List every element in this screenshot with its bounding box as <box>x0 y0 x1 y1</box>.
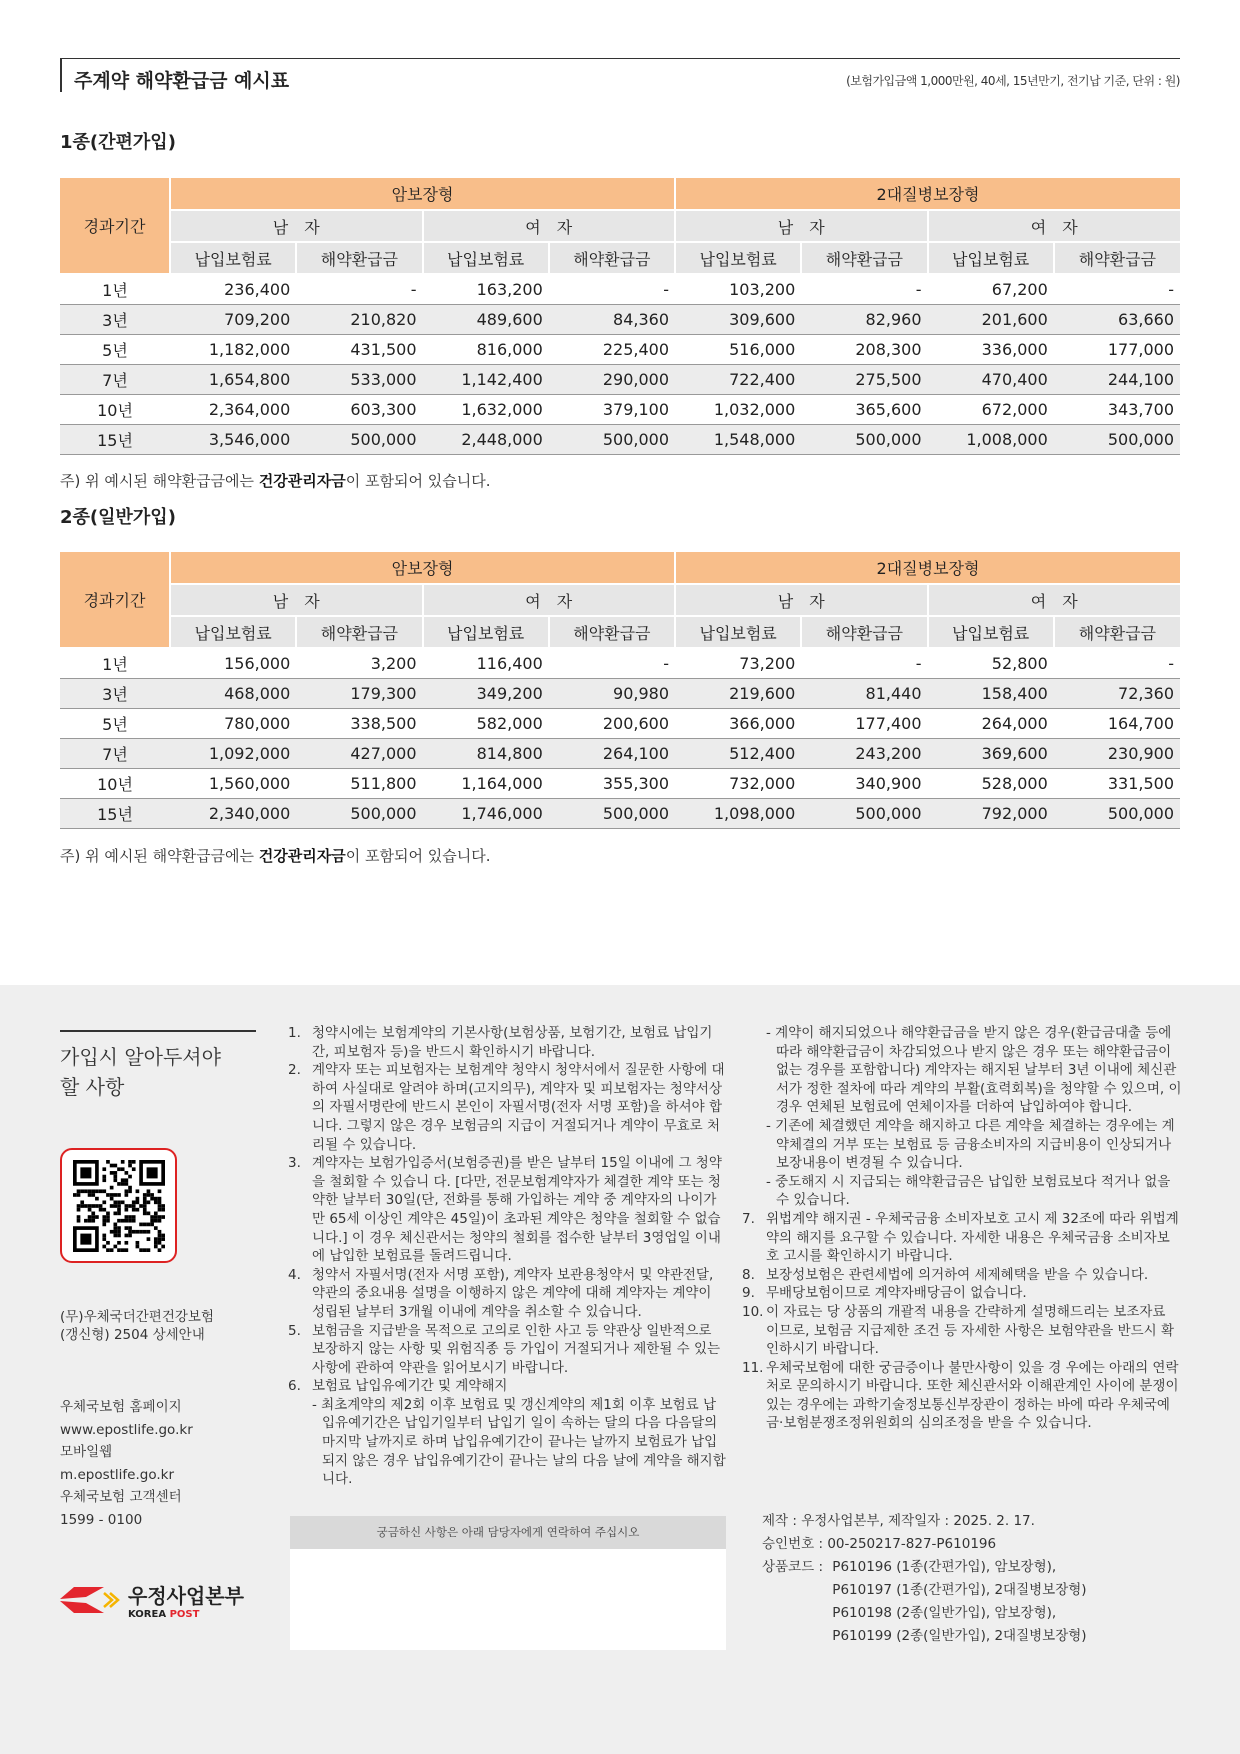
refund-table <box>60 552 1180 829</box>
value-cell: 792,000 <box>928 798 1054 828</box>
notice-text: 보험금을 지급받을 목적으로 고의로 인한 사고 등 약관상 일반적으로 보장하지 않는 사항 및 위험직종 등 가입이 거절되거나 제한될 수 있는 사항에 관하여 약관을 읽어보시기 바랍니다. <box>312 1322 721 1376</box>
contact-line[interactable]: www.epostlife.go.kr <box>60 1421 193 1438</box>
period-cell: 10년 <box>60 394 170 424</box>
period-cell: 15년 <box>60 798 170 828</box>
value-cell: 230,900 <box>1054 738 1180 768</box>
value-cell: 243,200 <box>801 738 927 768</box>
contact-info <box>60 1396 193 1531</box>
value-cell: 2,340,000 <box>170 798 296 828</box>
notice-item <box>742 1303 1182 1359</box>
table-row <box>60 334 1180 364</box>
period-cell: 7년 <box>60 738 170 768</box>
value-cell: 732,000 <box>675 768 801 798</box>
period-cell: 3년 <box>60 678 170 708</box>
value-cell: 177,000 <box>1054 334 1180 364</box>
contact-line[interactable]: m.epostlife.go.kr <box>60 1466 175 1483</box>
note-text: 이 포함되어 있습니다. <box>345 472 491 490</box>
value-cell: 1,092,000 <box>170 738 296 768</box>
value-cell: 1,182,000 <box>170 334 296 364</box>
qr-code[interactable] <box>60 1148 177 1263</box>
logo-korean: 우정사업본부 <box>128 1584 244 1608</box>
notice-number: 8. <box>742 1266 755 1283</box>
value-cell: 2,448,000 <box>423 424 549 454</box>
page-title: 주계약 해약환급금 예시표 <box>60 58 289 92</box>
value-cell: 82,960 <box>801 304 927 334</box>
two-disease-type-header: 2대질병보장형 <box>675 178 1180 210</box>
table-row <box>60 738 1180 768</box>
premium-header: 납입보험료 <box>423 242 549 274</box>
notice-item <box>288 1322 728 1378</box>
value-cell: 338,500 <box>296 708 422 738</box>
value-cell: 379,100 <box>549 394 675 424</box>
table-row <box>60 678 1180 708</box>
table-note <box>60 470 490 491</box>
contact-line: 모바일웹 <box>60 1444 113 1460</box>
note-text: 이 포함되어 있습니다. <box>345 847 491 865</box>
period-cell: 15년 <box>60 424 170 454</box>
male-header: 남 자 <box>170 584 423 616</box>
premium-header: 납입보험료 <box>170 616 296 648</box>
logo-post: POST <box>169 1609 200 1620</box>
product-code: P610196 (1종(간편가입), 암보장형), <box>832 1559 1057 1575</box>
value-cell: 201,600 <box>928 304 1054 334</box>
notice-item <box>742 1210 1182 1266</box>
value-cell: 500,000 <box>296 424 422 454</box>
female-header: 여 자 <box>423 210 676 242</box>
value-cell: 582,000 <box>423 708 549 738</box>
value-cell: 816,000 <box>423 334 549 364</box>
value-cell: 489,600 <box>423 304 549 334</box>
value-cell: 210,820 <box>296 304 422 334</box>
table-row <box>60 768 1180 798</box>
product-name-line1: (무)우체국더간편건강보험 <box>60 1309 214 1325</box>
value-cell: 3,546,000 <box>170 424 296 454</box>
note-bold: 건강관리자금 <box>258 472 346 490</box>
notice-number: 1. <box>288 1025 301 1041</box>
value-cell: 780,000 <box>170 708 296 738</box>
value-cell: 431,500 <box>296 334 422 364</box>
contact-line: 우체국보험 홈페이지 <box>60 1399 182 1415</box>
contact-line[interactable]: 1599 - 0100 <box>60 1511 143 1528</box>
value-cell: 349,200 <box>423 678 549 708</box>
product-codes <box>832 1556 1086 1648</box>
value-cell: 814,800 <box>423 738 549 768</box>
contact-box-label: 궁금하신 사항은 아래 담당자에게 연락하여 주십시오 <box>290 1516 726 1549</box>
notice-text: 청약시에는 보험계약의 기본사항(보험상품, 보험기간, 보험료 납입기간, 피보험자 등)을 반드시 확인하시기 바랍니다. <box>312 1025 713 1060</box>
value-cell: 511,800 <box>296 768 422 798</box>
two-disease-type-header: 2대질병보장형 <box>675 552 1180 584</box>
premium-header: 납입보험료 <box>928 616 1054 648</box>
notice-item <box>288 1154 728 1266</box>
production-value: 우정사업본부, 제작일자 : 2025. 2. 17. <box>801 1513 1035 1529</box>
female-header: 여 자 <box>928 584 1181 616</box>
contact-line: 우체국보험 고객센터 <box>60 1489 182 1505</box>
notice-item <box>742 1359 1182 1433</box>
value-cell: 179,300 <box>296 678 422 708</box>
refund-header: 해약환급금 <box>801 242 927 274</box>
value-cell: 72,360 <box>1054 678 1180 708</box>
value-cell: 427,000 <box>296 738 422 768</box>
value-cell: 208,300 <box>801 334 927 364</box>
notice-text: 청약서 자필서명(전자 서명 포함), 계약자 보관용청약서 및 약관전달, 약관의 중요내용 설명을 이행하지 않은 계약에 대해 계약자는 계약이 성립된 날부터 3개월 이내에 계약을 취소할 수 있습니다. <box>312 1266 714 1320</box>
qr-code-icon <box>73 1160 165 1252</box>
table-row <box>60 394 1180 424</box>
notice-number: 10. <box>742 1303 764 1320</box>
period-cell: 1년 <box>60 274 170 304</box>
period-cell: 10년 <box>60 768 170 798</box>
notice-list-right <box>742 1024 1182 1433</box>
footer-rule <box>60 1030 256 1032</box>
value-cell: 264,100 <box>549 738 675 768</box>
male-header: 남 자 <box>170 210 423 242</box>
logo-korea: KOREA <box>128 1609 167 1620</box>
value-cell: 1,098,000 <box>675 798 801 828</box>
period-cell: 3년 <box>60 304 170 334</box>
value-cell: - <box>1054 648 1180 678</box>
product-name <box>60 1308 214 1344</box>
value-cell: 290,000 <box>549 364 675 394</box>
table-row <box>60 708 1180 738</box>
table-row <box>60 274 1180 304</box>
value-cell: 1,560,000 <box>170 768 296 798</box>
value-cell: 709,200 <box>170 304 296 334</box>
period-cell: 5년 <box>60 334 170 364</box>
notice-text: 계약자 또는 피보험자는 보험계약 청약시 청약서에서 질문한 사항에 대하여 사실대로 알려야 하며(고지의무), 계약자 및 피보험자는 청약서상의 자필서명란에 반드시 본인이 자필서명(전자 서명 포함)을 하셔야 합니다. 그렇지 않은 경우 보험금의 지급이 거절되거나 계약이 무효로 처리될 수 있습니다. <box>312 1062 725 1153</box>
product-code: P610197 (1종(간편가입), 2대질병보장형) <box>832 1582 1087 1598</box>
value-cell: 365,600 <box>801 394 927 424</box>
premium-header: 납입보험료 <box>675 242 801 274</box>
notice-number: 9. <box>742 1285 755 1302</box>
value-cell: 84,360 <box>549 304 675 334</box>
value-cell: 528,000 <box>928 768 1054 798</box>
refund-header: 해약환급금 <box>801 616 927 648</box>
table-row <box>60 304 1180 334</box>
table-row <box>60 648 1180 678</box>
value-cell: 67,200 <box>928 274 1054 304</box>
notice-item <box>288 1061 728 1154</box>
korea-post-logo <box>60 1580 244 1620</box>
notice-item <box>288 1024 728 1061</box>
notice-subitem: - 최초계약의 제2회 이후 보험료 및 갱신계약의 제1회 이후 보험료 납입유예기간은 납입기일부터 납입기 일이 속하는 달의 다음 다음달의 마지막 날까지로 하며 납입유예기간이 끝나는 날까지 보험료가 납입되지 않은 경우 납입유예기간이 끝나는 날의 다음 날에 계약을 해지합니다. <box>312 1396 726 1488</box>
value-cell: - <box>801 274 927 304</box>
value-cell: 1,008,000 <box>928 424 1054 454</box>
value-cell: 1,142,400 <box>423 364 549 394</box>
notice-text: 무배당보험이므로 계약자배당금이 없습니다. <box>766 1285 1027 1302</box>
footer-title <box>60 1042 221 1102</box>
value-cell: 1,164,000 <box>423 768 549 798</box>
notice-item <box>742 1284 1182 1303</box>
approval-number: 00-250217-827-P610196 <box>827 1536 997 1552</box>
value-cell: 275,500 <box>801 364 927 394</box>
product-code-label: 상품코드 : <box>762 1559 824 1575</box>
value-cell: 81,440 <box>801 678 927 708</box>
table-row <box>60 424 1180 454</box>
value-cell: 225,400 <box>549 334 675 364</box>
value-cell: 512,400 <box>675 738 801 768</box>
notice-text: 계약자는 보험가입증서(보험증권)를 받은 날부터 15일 이내에 그 청약을 철회할 수 있습니 다. [다만, 전문보험계약자가 체결한 계약 또는 청약한 날부터 30일(단, 전화를 통해 가입하는 계약 중 계약자의 나이가 만 65세 이상인 계약은 45일)이 초과된 계약은 청약을 철회할 수 없습니다.] 이 경우 체신관서는 청약의 철회를 접수한 날부터 3영업일 이내에 납입한 보험료를 돌려드립니다. <box>312 1155 722 1265</box>
value-cell: 500,000 <box>801 424 927 454</box>
notice-text: 이 자료는 당 상품의 개괄적 내용을 간략하게 설명해드리는 보조자료 이므로, 보험금 지급제한 조건 등 자세한 사항은 보험약관을 반드시 확인하시기 바랍니다. <box>766 1303 1175 1358</box>
notice-item <box>742 1266 1182 1285</box>
notice-subitem: - 중도해지 시 지급되는 해약환급금은 납입한 보험료보다 적거나 없을 수 있습니다. <box>766 1173 1171 1209</box>
notice-text: 보장성보험은 관련세법에 의거하여 세제혜택을 받을 수 있습니다. <box>766 1266 1149 1283</box>
period-cell: 7년 <box>60 364 170 394</box>
value-cell: 73,200 <box>675 648 801 678</box>
value-cell: 244,100 <box>1054 364 1180 394</box>
value-cell: 177,400 <box>801 708 927 738</box>
value-cell: 219,600 <box>675 678 801 708</box>
value-cell: 1,632,000 <box>423 394 549 424</box>
period-cell: 5년 <box>60 708 170 738</box>
footer-title-line1: 가입시 알아두셔야 <box>60 1045 221 1069</box>
value-cell: 116,400 <box>423 648 549 678</box>
refund-header: 해약환급금 <box>549 616 675 648</box>
value-cell: 200,600 <box>549 708 675 738</box>
notice-number: 4. <box>288 1266 301 1283</box>
contact-box <box>290 1516 726 1650</box>
value-cell: 369,600 <box>928 738 1054 768</box>
section-title: 2종(일반가입) <box>60 507 176 528</box>
value-cell: 1,032,000 <box>675 394 801 424</box>
value-cell: 90,980 <box>549 678 675 708</box>
premium-header: 납입보험료 <box>675 616 801 648</box>
notice-item <box>288 1377 728 1396</box>
value-cell: 103,200 <box>675 274 801 304</box>
product-name-line2: (갱신형) 2504 상세안내 <box>60 1327 205 1343</box>
value-cell: 163,200 <box>423 274 549 304</box>
value-cell: - <box>801 648 927 678</box>
value-cell: 63,660 <box>1054 304 1180 334</box>
value-cell: 468,000 <box>170 678 296 708</box>
notice-number: 11. <box>742 1359 764 1376</box>
period-cell: 1년 <box>60 648 170 678</box>
refund-header: 해약환급금 <box>296 242 422 274</box>
value-cell: 500,000 <box>549 798 675 828</box>
notice-number: 2. <box>288 1062 301 1079</box>
value-cell: 500,000 <box>1054 798 1180 828</box>
premium-header: 납입보험료 <box>423 616 549 648</box>
female-header: 여 자 <box>928 210 1181 242</box>
cancer-type-header: 암보장형 <box>170 552 675 584</box>
value-cell: 672,000 <box>928 394 1054 424</box>
value-cell: 236,400 <box>170 274 296 304</box>
value-cell: 336,000 <box>928 334 1054 364</box>
value-cell: 500,000 <box>1054 424 1180 454</box>
premium-header: 납입보험료 <box>170 242 296 274</box>
value-cell: 722,400 <box>675 364 801 394</box>
value-cell: 470,400 <box>928 364 1054 394</box>
value-cell: 603,300 <box>296 394 422 424</box>
product-code: P610198 (2종(일반가입), 암보장형), <box>832 1605 1057 1621</box>
notice-text: 우체국보험에 대한 궁금증이나 불만사항이 있을 경 우에는 아래의 연락처로 문의하시기 바랍니다. 또한 체신관서와 이해관계인 사이에 분쟁이 있는 경우에는 과학기술정보통신부장관이 정하는 바에 따라 우체국예금·보험분쟁조정위원회의 심의조정을 받을 수 있습니다. <box>766 1359 1179 1432</box>
note-bold: 건강관리자금 <box>258 847 346 865</box>
production-info <box>762 1510 1087 1648</box>
notice-number: 3. <box>288 1155 301 1172</box>
refund-table <box>60 178 1180 455</box>
notice-number: 6. <box>288 1378 301 1395</box>
korea-post-emblem-icon <box>60 1583 122 1617</box>
value-cell: 331,500 <box>1054 768 1180 798</box>
value-cell: 355,300 <box>549 768 675 798</box>
refund-header: 해약환급금 <box>1054 616 1180 648</box>
cancer-type-header: 암보장형 <box>170 178 675 210</box>
table-row <box>60 364 1180 394</box>
male-header: 남 자 <box>675 584 928 616</box>
notice-number: 5. <box>288 1322 301 1339</box>
table-row <box>60 798 1180 828</box>
notice-number: 7. <box>742 1210 755 1227</box>
value-cell: - <box>296 274 422 304</box>
value-cell: 52,800 <box>928 648 1054 678</box>
notice-subitem: - 계약이 해지되었으나 해약환급금을 받지 않은 경우(환급금대출 등에 따라 해약환급금이 차감되었으나 받지 않은 경우 또는 해약환급금이 없는 경우를 포함합니다) 계약자는 해지된 날부터 3년 이내에 체신관서가 정한 절차에 따라 계약의 부활(효력회복)을 청약할 수 있으며, 이 경우 연체된 보험료에 연체이자를 더하여 납입하여야 합니다. <box>766 1025 1182 1116</box>
notice-list-left <box>288 1024 728 1489</box>
value-cell: - <box>1054 274 1180 304</box>
conditions-note: (보험가입금액 1,000만원, 40세, 15년만기, 전기납 기준, 단위 : 원) <box>846 74 1180 88</box>
period-header: 경과기간 <box>60 552 170 648</box>
notice-subitem: - 기존에 체결했던 계약을 해지하고 다른 계약을 체결하는 경우에는 계약체결의 거부 또는 보험료 등 금융소비자의 지급비용이 인상되거나 보장내용이 변경될 수 있습니다. <box>766 1117 1175 1172</box>
production-label: 제작 : <box>762 1513 797 1529</box>
value-cell: 366,000 <box>675 708 801 738</box>
value-cell: - <box>549 648 675 678</box>
note-text: 주) 위 예시된 해약환급금에는 <box>60 472 259 490</box>
value-cell: 264,000 <box>928 708 1054 738</box>
approval-label: 승인번호 : <box>762 1536 824 1552</box>
product-code: P610199 (2종(일반가입), 2대질병보장형) <box>832 1628 1087 1644</box>
notice-item <box>288 1266 728 1322</box>
refund-header: 해약환급금 <box>549 242 675 274</box>
value-cell: - <box>549 274 675 304</box>
notice-text: 보험료 납입유예기간 및 계약해지 <box>312 1378 508 1395</box>
value-cell: 500,000 <box>296 798 422 828</box>
value-cell: 158,400 <box>928 678 1054 708</box>
section-title: 1종(간편가입) <box>60 132 176 153</box>
value-cell: 500,000 <box>549 424 675 454</box>
premium-header: 납입보험료 <box>928 242 1054 274</box>
male-header: 남 자 <box>675 210 928 242</box>
value-cell: 156,000 <box>170 648 296 678</box>
value-cell: 1,548,000 <box>675 424 801 454</box>
value-cell: 533,000 <box>296 364 422 394</box>
value-cell: 3,200 <box>296 648 422 678</box>
value-cell: 516,000 <box>675 334 801 364</box>
note-text: 주) 위 예시된 해약환급금에는 <box>60 847 259 865</box>
period-header: 경과기간 <box>60 178 170 274</box>
value-cell: 2,364,000 <box>170 394 296 424</box>
table-note <box>60 845 490 866</box>
refund-header: 해약환급금 <box>1054 242 1180 274</box>
value-cell: 1,746,000 <box>423 798 549 828</box>
value-cell: 343,700 <box>1054 394 1180 424</box>
refund-header: 해약환급금 <box>296 616 422 648</box>
value-cell: 500,000 <box>801 798 927 828</box>
female-header: 여 자 <box>423 584 676 616</box>
value-cell: 340,900 <box>801 768 927 798</box>
notice-text: 위법계약 해지권 - 우체국금융 소비자보호 고시 제 32조에 따라 위법계약의 해지를 요구할 수 있습니다. 자세한 내용은 우체국금융 소비자보호 고시를 확인하시기 바랍니다. <box>766 1210 1179 1265</box>
footer-title-line2: 할 사항 <box>60 1075 125 1099</box>
value-cell: 309,600 <box>675 304 801 334</box>
value-cell: 164,700 <box>1054 708 1180 738</box>
value-cell: 1,654,800 <box>170 364 296 394</box>
